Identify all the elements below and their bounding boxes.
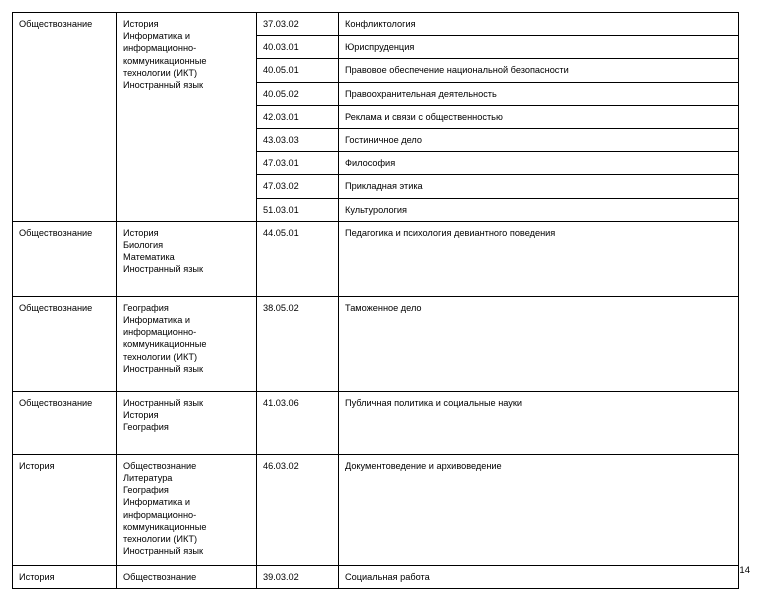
- exam-item: География: [123, 302, 169, 313]
- exam-item: Биология: [123, 240, 164, 251]
- program-text: Правоохранительная деятельность: [345, 88, 497, 99]
- program-text: Юриспруденция: [345, 42, 415, 53]
- table-body: [13, 13, 739, 589]
- code-text: 37.03.02: [263, 19, 299, 29]
- table-row: [13, 13, 739, 36]
- cell-code: [257, 129, 339, 152]
- exam-item: Информатика и информационно-коммуникационные технологии (ИКТ): [123, 31, 207, 78]
- exam-item: Обществознание: [123, 460, 197, 471]
- subject-text: Обществознание: [19, 302, 93, 313]
- program-text: Прикладная этика: [345, 181, 423, 192]
- cell-program: [339, 82, 739, 105]
- cell-program: [339, 152, 739, 175]
- exam-item: Обществознание: [123, 571, 197, 582]
- program-text: Конфликтология: [345, 19, 416, 29]
- cell-code: [257, 82, 339, 105]
- cell-code: [257, 152, 339, 175]
- code-text: 40.05.02: [263, 88, 299, 99]
- cell-subject: [13, 454, 117, 565]
- code-text: 46.03.02: [263, 460, 299, 471]
- cell-exams: [117, 565, 257, 588]
- subject-text: Обществознание: [19, 19, 93, 29]
- program-text: Публичная политика и социальные науки: [345, 397, 523, 408]
- code-text: 43.03.03: [263, 135, 299, 146]
- exam-item: Иностранный язык: [123, 397, 204, 408]
- cell-program: [339, 296, 739, 391]
- code-text: 51.03.01: [263, 204, 299, 215]
- cell-subject: [13, 296, 117, 391]
- page-number: 14: [739, 565, 750, 576]
- admission-specialties-table: [12, 12, 739, 589]
- exam-item: Информатика и информационно-коммуникационные технологии (ИКТ): [123, 497, 207, 545]
- exam-item: Информатика и информационно-коммуникационные технологии (ИКТ): [123, 315, 207, 362]
- table-row: [13, 565, 739, 588]
- code-text: 42.03.01: [263, 111, 299, 122]
- program-text: Педагогика и психология девиантного поведения: [345, 227, 556, 238]
- cell-program: [339, 129, 739, 152]
- code-text: 44.05.01: [263, 227, 299, 238]
- cell-exams: [117, 391, 257, 454]
- cell-program: [339, 454, 739, 565]
- cell-code: [257, 221, 339, 296]
- program-text: Правовое обеспечение национальной безопасности: [345, 65, 569, 76]
- table-row: [13, 391, 739, 454]
- subject-text: История: [19, 460, 55, 471]
- exam-item: Иностранный язык: [123, 264, 204, 275]
- program-text: Философия: [345, 158, 396, 169]
- cell-code: [257, 13, 339, 36]
- table-row: [13, 454, 739, 565]
- exam-item: Иностранный язык: [123, 363, 204, 374]
- cell-program: [339, 198, 739, 221]
- cell-code: [257, 454, 339, 565]
- cell-code: [257, 36, 339, 59]
- exam-item: География: [123, 422, 169, 433]
- cell-exams: [117, 296, 257, 391]
- code-text: 38.05.02: [263, 302, 299, 313]
- exam-item: Иностранный язык: [123, 546, 204, 557]
- exam-item: История: [123, 227, 159, 238]
- exam-item: История: [123, 410, 159, 421]
- code-text: 41.03.06: [263, 397, 299, 408]
- cell-program: [339, 59, 739, 82]
- subject-text: Обществознание: [19, 227, 93, 238]
- program-text: Реклама и связи с общественностью: [345, 111, 503, 122]
- code-text: 39.03.02: [263, 571, 299, 582]
- code-text: 40.05.01: [263, 65, 299, 76]
- program-text: Гостиничное дело: [345, 135, 422, 146]
- cell-subject: [13, 565, 117, 588]
- cell-code: [257, 175, 339, 198]
- cell-program: [339, 13, 739, 36]
- cell-subject: [13, 13, 117, 222]
- subject-text: Обществознание: [19, 397, 93, 408]
- program-text: Культурология: [345, 204, 408, 215]
- cell-subject: [13, 221, 117, 296]
- cell-program: [339, 36, 739, 59]
- cell-program: [339, 105, 739, 128]
- cell-program: [339, 175, 739, 198]
- cell-program: [339, 565, 739, 588]
- code-text: 47.03.02: [263, 181, 299, 192]
- cell-program: [339, 221, 739, 296]
- exam-item: Литература: [123, 473, 173, 484]
- subject-text: История: [19, 571, 55, 582]
- cell-code: [257, 391, 339, 454]
- table-row: [13, 296, 739, 391]
- program-text: Социальная работа: [345, 571, 430, 582]
- cell-code: [257, 198, 339, 221]
- table-row: [13, 221, 739, 296]
- cell-exams: [117, 221, 257, 296]
- program-text: Документоведение и архивоведение: [345, 460, 502, 471]
- cell-code: [257, 296, 339, 391]
- cell-exams: [117, 454, 257, 565]
- exam-item: Математика: [123, 252, 175, 263]
- code-text: 47.03.01: [263, 158, 299, 169]
- program-text: Таможенное дело: [345, 302, 422, 313]
- cell-code: [257, 565, 339, 588]
- cell-program: [339, 391, 739, 454]
- cell-exams: [117, 13, 257, 222]
- cell-subject: [13, 391, 117, 454]
- exam-item: Иностранный язык: [123, 80, 204, 91]
- code-text: 40.03.01: [263, 42, 299, 53]
- exam-item: География: [123, 485, 169, 496]
- exam-item: История: [123, 19, 159, 29]
- cell-code: [257, 105, 339, 128]
- cell-code: [257, 59, 339, 82]
